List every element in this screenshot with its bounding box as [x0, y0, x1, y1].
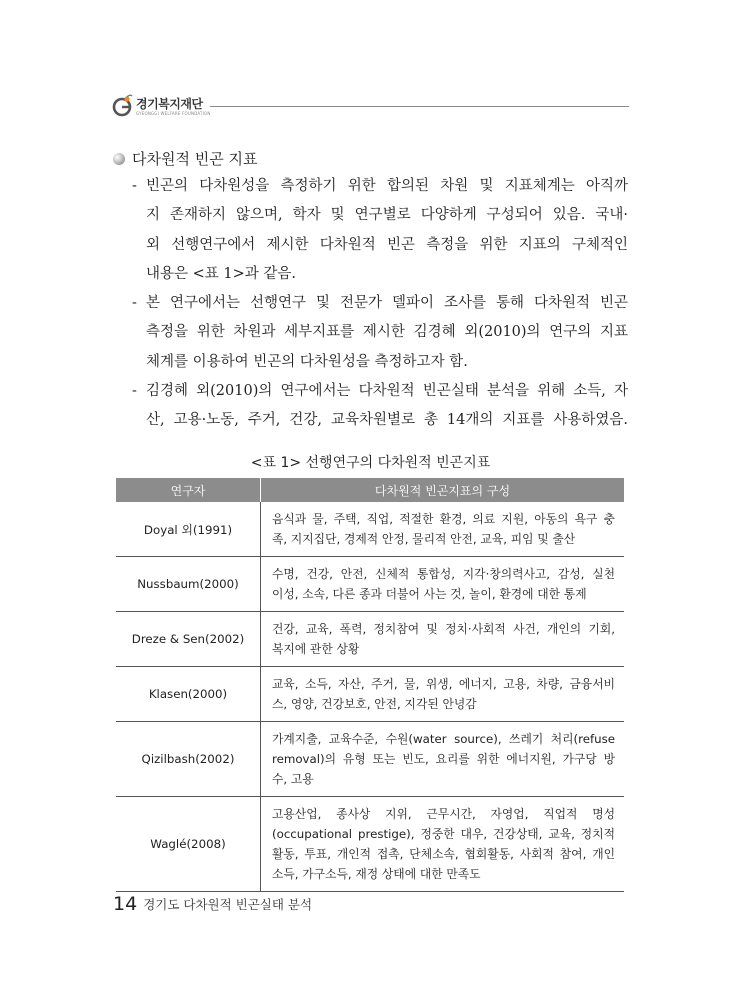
paragraph-line: 김경혜 외(2010)의 연구에서는 다차원적 빈곤실태 분석을 위해 소득, 자: [146, 383, 628, 400]
table-row: [116, 722, 624, 797]
indicators-cell: [261, 502, 625, 557]
table-row: [116, 797, 624, 892]
table-row: [116, 612, 624, 667]
cell-line: 활동, 투표, 개인적 접촉, 단체소속, 협회활동, 사회적 참여, 개인: [272, 847, 615, 861]
table-header-row: [116, 478, 624, 502]
cell-line: 수, 고용: [272, 772, 314, 786]
cell-line: 스, 영양, 건강보호, 안전, 지각된 안녕감: [272, 697, 477, 711]
paragraph-line: 지 존재하지 않으며, 학자 및 연구별로 다양하게 구성되어 있음. 국내·: [146, 207, 628, 224]
researcher-cell: Doyal 외(1991): [116, 502, 261, 557]
cell-line: 건강, 교육, 폭력, 정치참여 및 정치·사회적 사건, 개인의 기회,: [272, 622, 615, 636]
paragraph-line: 본 연구에서는 선행연구 및 전문가 델파이 조사를 통해 다차원적 빈곤: [146, 295, 628, 312]
researcher-cell: Nussbaum(2000): [116, 557, 261, 612]
paragraph-line: 산, 고용·노동, 주거, 건강, 교육차원별로 총 14개의 지표를 사용하였음.: [146, 412, 628, 429]
indicators-cell: [261, 722, 625, 797]
paragraph-line: 외 선행연구에서 제시한 다차원적 빈곤 측정을 위한 지표의 구체적인: [146, 236, 628, 253]
body-paragraphs: [132, 172, 628, 436]
paragraph-line: 내용은 <표 1>과 같음.: [146, 265, 297, 282]
footer-title: 경기도 다차원적 빈곤실태 분석: [143, 897, 313, 912]
page-footer: [113, 893, 312, 915]
cell-line: 음식과 물, 주택, 직업, 적절한 환경, 의료 지원, 아동의 욕구 충: [272, 512, 615, 526]
cell-line: 소득, 가구소득, 재정 상태에 대한 만족도: [272, 867, 481, 881]
table-row: [116, 667, 624, 722]
indicator-table: [116, 478, 624, 892]
paragraph-line: 측정을 위한 차원과 세부지표를 제시한 김경혜 외(2010)의 연구의 지표: [146, 324, 628, 341]
cell-line: 교육, 소득, 자산, 주거, 물, 위생, 에너지, 고용, 차량, 금융서비: [272, 677, 615, 691]
paragraph: [132, 289, 628, 377]
cell-line: removal)의 유형 또는 빈도, 요리를 위한 에너지원, 가구당 방: [272, 752, 615, 766]
cell-line: 족, 지지집단, 경제적 안정, 물리적 안전, 교육, 피임 및 출산: [272, 532, 576, 546]
logo-subtitle: GYEONGGI WELFARE FOUNDATION: [136, 111, 211, 116]
page-number: 14: [113, 893, 138, 915]
cell-line: 가계지출, 교육수준, 수원(water source), 쓰레기 처리(refuse: [272, 732, 615, 746]
paragraph-line: 체계를 이용하여 빈곤의 다차원성을 측정하고자 함.: [146, 353, 468, 370]
dash-marker: -: [132, 383, 137, 400]
cell-line: 고용산업, 종사상 지위, 근무시간, 자영업, 직업적 명성: [272, 807, 615, 821]
indicators-cell: [261, 667, 625, 722]
logo-text: 경기복지재단: [136, 97, 203, 111]
table-row: [116, 557, 624, 612]
cell-line: 이성, 소속, 다른 종과 더불어 사는 것, 놀이, 환경에 대한 통제: [272, 587, 587, 601]
foundation-logo-icon: [112, 94, 134, 118]
table-caption: <표 1> 선행연구의 다차원적 빈곤지표: [250, 455, 491, 471]
cell-line: 수명, 건강, 안전, 신체적 통합성, 지각·창의력사고, 감성, 실천: [272, 567, 615, 581]
researcher-cell: Qizilbash(2002): [116, 722, 261, 797]
section-heading: [113, 148, 257, 169]
researcher-cell: Klasen(2000): [116, 667, 261, 722]
header-researcher: 연구자: [116, 478, 261, 502]
table-row: [116, 502, 624, 557]
bullet-icon: [113, 153, 125, 165]
indicators-cell: [261, 797, 625, 892]
indicators-cell: [261, 612, 625, 667]
page-header: [112, 92, 629, 122]
researcher-cell: Waglé(2008): [116, 797, 261, 892]
cell-line: 복지에 관한 상황: [272, 642, 360, 656]
indicators-cell: [261, 557, 625, 612]
paragraph-line: 빈곤의 다차원성을 측정하기 위한 합의된 차원 및 지표체계는 아직까: [146, 178, 628, 194]
researcher-cell: Dreze & Sen(2002): [116, 612, 261, 667]
header-indicators: 다차원적 빈곤지표의 구성: [261, 478, 625, 502]
header-rule: [210, 106, 629, 107]
paragraph: [132, 377, 628, 436]
dash-marker: -: [132, 178, 137, 194]
dash-marker: -: [132, 295, 137, 312]
cell-line: (occupational prestige), 정중한 대우, 건강상태, 교육, 정치적: [272, 827, 615, 841]
section-heading-text: 다차원적 빈곤 지표: [132, 150, 258, 168]
paragraph: [132, 172, 628, 289]
